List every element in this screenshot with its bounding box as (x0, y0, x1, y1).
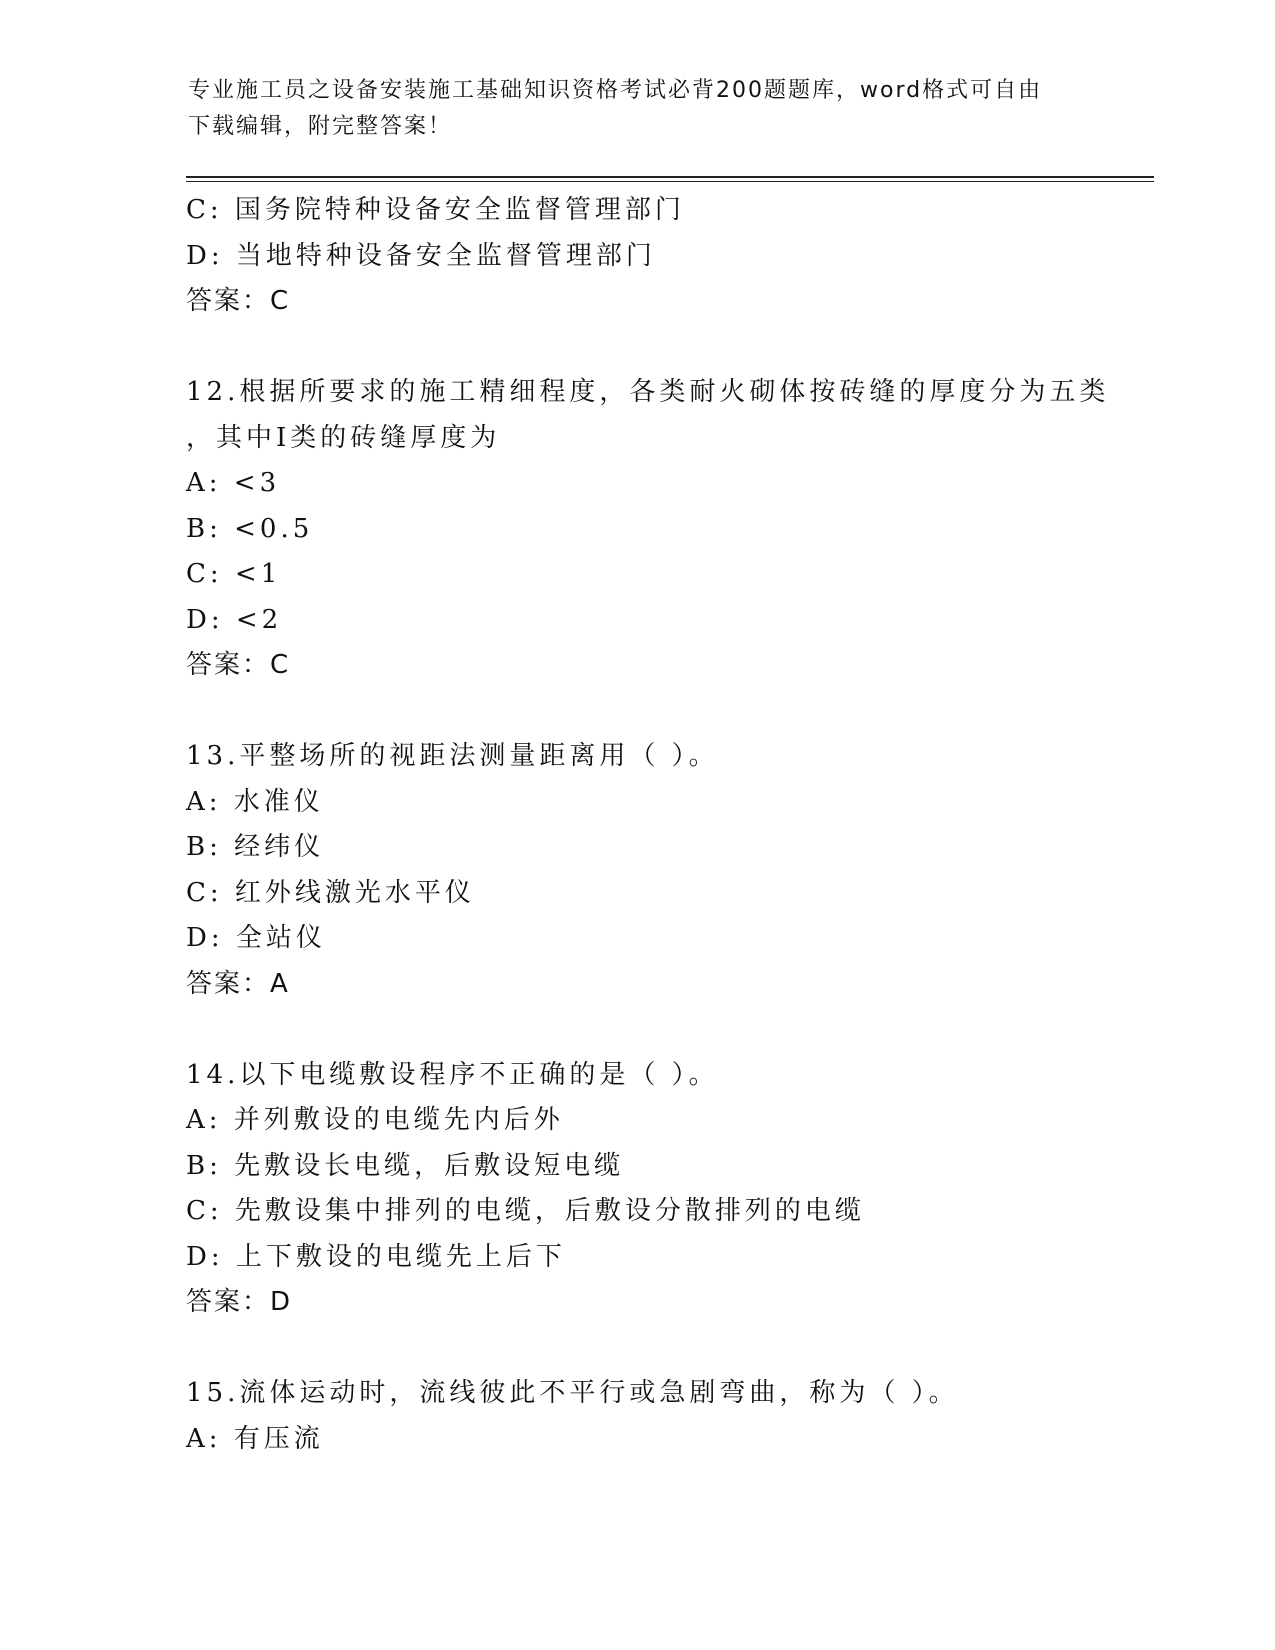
answer: 答案：C (186, 650, 291, 680)
option-d: D: 当地特种设备安全监督管理部门 (186, 240, 656, 271)
option-a: A: <3 (186, 468, 281, 498)
option-a: A: 有压流 (186, 1423, 324, 1454)
spacer (186, 1007, 1146, 1053)
option-a: A: 并列敷设的电缆先内后外 (186, 1105, 564, 1135)
question-stem: 13.平整场所的视距法测量距离用（ ）。 (186, 741, 719, 771)
document-header (188, 73, 1068, 145)
spacer (186, 325, 1146, 371)
option-a: A: 水准仪 (186, 786, 324, 817)
question-12 (186, 370, 1146, 689)
option-d: D: 全站仪 (186, 923, 326, 953)
spacer (186, 689, 1146, 735)
header-divider-thin (186, 181, 1154, 182)
question-13 (186, 734, 1146, 1007)
question-list (186, 188, 1146, 1462)
option-c: C: 红外线激光水平仪 (186, 877, 475, 908)
option-c: C: 先敷设集中排列的电缆，后敷设分散排列的电缆 (186, 1196, 865, 1226)
question-stem: 12.根据所要求的施工精细程度，各类耐火砌体按砖缝的厚度分为五类 (186, 377, 1110, 407)
question-14 (186, 1053, 1146, 1326)
question-15 (186, 1371, 1146, 1462)
option-b: B: 先敷设长电缆，后敷设短电缆 (186, 1150, 625, 1181)
question-11 (186, 188, 1146, 325)
question-stem-continued: ，其中Ⅰ类的砖缝厚度为 (186, 422, 501, 453)
header-line-2: 下载编辑，附完整答案！ (188, 114, 453, 139)
option-d: D: 上下敷设的电缆先上后下 (186, 1241, 566, 1272)
question-stem: 14.以下电缆敷设程序不正确的是（ ）。 (186, 1059, 719, 1090)
option-c: C: <1 (186, 559, 282, 589)
header-line-1: 专业施工员之设备安装施工基础知识资格考试必背200题题库，word格式可自由 (188, 78, 1043, 103)
answer: 答案：A (186, 968, 290, 999)
header-divider-thick (186, 176, 1154, 178)
answer: 答案：D (186, 1287, 293, 1317)
option-b: B: 经纬仪 (186, 832, 325, 862)
option-d: D: <2 (186, 604, 283, 635)
option-c: C: 国务院特种设备安全监督管理部门 (186, 195, 685, 225)
question-stem: 15.流体运动时，流线彼此不平行或急剧弯曲，称为（ ）。 (186, 1378, 959, 1408)
answer: 答案：C (186, 286, 291, 316)
spacer (186, 1326, 1146, 1372)
option-b: B: <0.5 (186, 513, 314, 544)
